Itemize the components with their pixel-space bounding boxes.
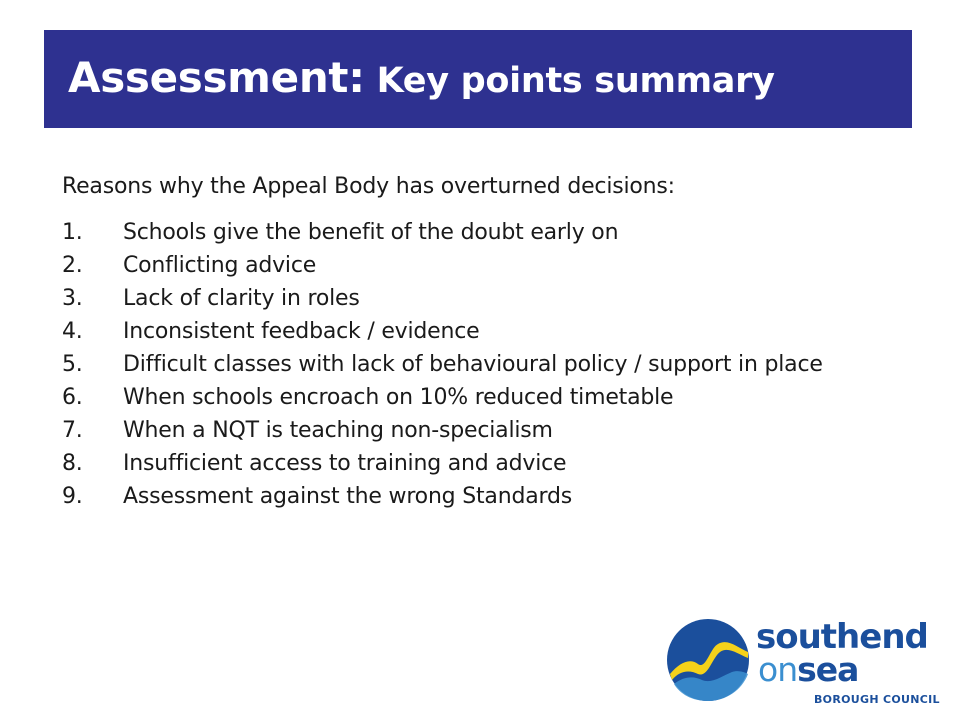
- list-item: [62, 282, 902, 315]
- list-item-text: When schools encroach on 10% reduced timetable: [123, 385, 674, 410]
- list-item: [62, 315, 902, 348]
- logo-text-southend: southend: [756, 617, 928, 657]
- list-item-number: 1.: [62, 220, 83, 245]
- title-main: Assessment:: [68, 52, 365, 102]
- list-item-number: 6.: [62, 385, 83, 410]
- list-item-text: Difficult classes with lack of behavioural policy / support in place: [123, 352, 823, 377]
- list-item-number: 3.: [62, 286, 83, 311]
- list-item-text: Assessment against the wrong Standards: [123, 484, 572, 509]
- list-item-number: 5.: [62, 352, 83, 377]
- reasons-list: [62, 216, 902, 513]
- intro-text: Reasons why the Appeal Body has overturned decisions:: [62, 174, 675, 199]
- list-item: [62, 249, 902, 282]
- list-item-text: Schools give the benefit of the doubt early on: [123, 220, 619, 245]
- list-item: [62, 447, 902, 480]
- list-item-text: Insufficient access to training and advice: [123, 451, 567, 476]
- list-item-number: 4.: [62, 319, 83, 344]
- list-item: [62, 348, 902, 381]
- list-item-text: Inconsistent feedback / evidence: [123, 319, 480, 344]
- list-item-text: Lack of clarity in roles: [123, 286, 360, 311]
- list-item-number: 8.: [62, 451, 83, 476]
- list-item-number: 2.: [62, 253, 83, 278]
- logo-text-onsea: [758, 652, 858, 688]
- logo-text-borough-council: BOROUGH COUNCIL: [814, 693, 940, 706]
- list-item: [62, 216, 902, 249]
- list-item: [62, 480, 902, 513]
- southend-wave-logo-icon: [666, 618, 750, 702]
- southend-logo: [664, 616, 944, 716]
- title-bar: [44, 30, 912, 128]
- slide-content: [62, 172, 902, 513]
- logo-text-on: on: [758, 650, 798, 689]
- list-item-text: Conflicting advice: [123, 253, 317, 278]
- title-sub: Key points summary: [364, 60, 775, 101]
- slide-title: [68, 53, 775, 102]
- list-item-number: 9.: [62, 484, 83, 509]
- list-item: [62, 414, 902, 447]
- list-item-number: 7.: [62, 418, 83, 443]
- logo-text-sea: sea: [797, 650, 859, 689]
- list-item-text: When a NQT is teaching non-specialism: [123, 418, 553, 443]
- list-item: [62, 381, 902, 414]
